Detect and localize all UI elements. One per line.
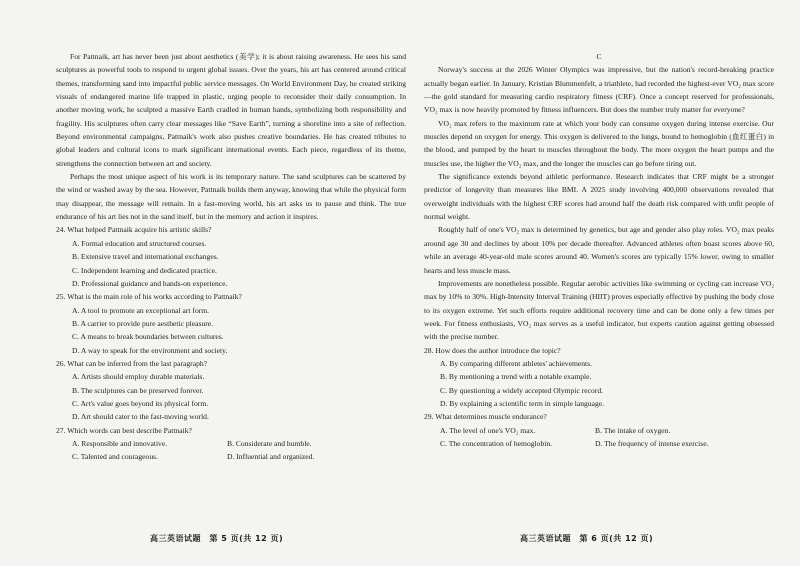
answer-option: C. The concentration of hemoglobin. (440, 438, 553, 448)
answer-option: C. Art's value goes beyond its physical form. (72, 398, 209, 408)
answer-option: A. Responsible and innovative. (72, 438, 168, 448)
question-stem: 27. Which words can best describe Pattnaik? (56, 425, 192, 435)
answer-option: B. The sculptures can be preserved forever. (72, 385, 204, 395)
question-stem: 25. What is the main role of his works according to Pattnaik? (56, 292, 242, 302)
page-footer-right: 高三英语试题 第 6 页(共 12 页) (520, 534, 654, 543)
answer-option: A. The level of one's VO₂ max. (440, 425, 536, 435)
answer-option: C. Talented and courageous. (72, 452, 158, 462)
answer-option: D. Art should cater to the fast-moving world. (72, 412, 209, 422)
right-column (424, 50, 774, 450)
question-stem: 29. What determines muscle endurance? (424, 412, 547, 422)
passage-paragraph: Norway's success at the 2026 Winter Olympics was impressive, but the nation's record-breaking practice actually began earlier. In January, Kristian Blummenfelt, a triathlete, had recorded the highest-ever VO₂ max score—the gold standard for measuring cardio respiratory fitness (CRF). Once a concept reserved for professionals, VO₂ max is now heavily promoted by fitness influencers. But does the number truly matter for everyone? (424, 65, 774, 115)
passage-paragraph: VO₂ max refers to the maximum rate at which your body can consume oxygen during intense exercise. Our muscles depend on oxygen for energy. This oxygen is delivered to the lungs, bound to hemoglobin (血红蛋白) in the blood, and pumped by the heart to muscles throughout the body. The more oxygen the heart pumps and the muscles use, the higher the VO₂ max, and the longer the muscles can go before tiring out. (424, 118, 774, 168)
answer-option-row (72, 437, 406, 450)
question-stem: 26. What can be inferred from the last paragraph? (56, 358, 208, 368)
answer-option: D. Professional guidance and hands-on experience. (72, 278, 228, 288)
passage-paragraph: The significance extends beyond athletic performance. Research indicates that CRF might be a stronger predictor of longevity than measures like BMI. A 2025 study involving 400,000 observations revealed that overweight individuals with the highest CRF scores had around half the death risk compared with unfit people of normal weight. (424, 172, 774, 222)
answer-option: A. By comparing different athletes' achievements. (440, 358, 592, 368)
answer-option: C. A means to break boundaries between cultures. (72, 332, 224, 342)
answer-option: C. Independent learning and dedicated practice. (72, 265, 217, 275)
section-heading: C (596, 52, 602, 61)
answer-option: D. By explaining a scientific term in simple language. (440, 398, 605, 408)
answer-option: B. The intake of oxygen. (595, 425, 671, 435)
answer-option: B. A carrier to provide pure aesthetic pleasure. (72, 318, 214, 328)
answer-option: B. Extensive travel and international exchanges. (72, 252, 219, 262)
answer-option: C. By questioning a widely accepted Olympic record. (440, 385, 604, 395)
answer-option-row (440, 424, 774, 437)
answer-option-row (440, 437, 774, 450)
answer-option: D. Influential and organized. (227, 452, 315, 462)
passage-paragraph: Improvements are nonetheless possible. Regular aerobic activities like swimming or cycling can increase VO₂ max by 10% to 30%. High-Intensity Interval Training (HIIT) proves especially effective by pushing the body close to its oxygen extreme. Yet such efforts require additional recovery time and can be done only a few times per week. For fitness enthusiasts, VO₂ max serves as a useful indicator, but experts caution against getting obsessed with the precise number. (424, 278, 774, 342)
answer-option: B. Considerate and humble. (227, 438, 312, 448)
answer-option: B. By mentioning a trend with a notable example. (440, 372, 592, 382)
left-column (56, 50, 406, 464)
passage-paragraph: Roughly half of one's VO₂ max is determined by genetics, but age and gender also play roles. VO₂ max peaks around age 30 and declines by about 10% per decade thereafter. Advanced athletes often boast scores above 60, while an average 40-year-old male scores around 40. Women's scores are typically 15% lower, owing to smaller hearts and less muscle mass. (424, 225, 774, 275)
answer-option: A. A tool to promote an exceptional art form. (72, 305, 210, 315)
answer-option: D. The frequency of intense exercise. (595, 438, 709, 448)
question-stem: 24. What helped Pattnaik acquire his artistic skills? (56, 225, 212, 235)
page-footer-left: 高三英语试题 第 5 页(共 12 页) (150, 534, 284, 543)
passage-paragraph: Perhaps the most unique aspect of his work is its temporary nature. The sand sculptures can be scattered by the wind or washed away by the sea. However, Pattnaik builds them anyway, knowing that while the physical form may disappear, the message will remain. In a fast-moving world, his art asks us to pause and think. The true endurance of his art lies not in the sand itself, but in the memory and action it inspires. (56, 172, 406, 222)
answer-option: A. Artists should employ durable materials. (72, 372, 205, 382)
answer-option: D. A way to speak for the environment and society. (72, 345, 228, 355)
passage-paragraph: For Pattnaik, art has never been just about aesthetics (美学); it is about raising awareness. He sees his sand sculptures as powerful tools to respond to urgent global issues. Over the years, his art has centered around critical themes, transforming sand into impactful public service messages. On World Environment Day, he created striking visuals of endangered marine life trapped in plastic, urging people to reconsider their daily consumption. In another moving work, he sculpted a massive Earth cradled in human hands, symbolizing both responsibility and fragility. His sculptures often carry clear messages like “Save Earth”, turning a shoreline into a site of reflection. Beyond environmental campaigns, Pattnaik's work also pushes creative boundaries. He has created tributes to global leaders and cultural icons to mark significant international events. Each piece, regardless of its theme, strengthens the connection between art and society. (56, 52, 406, 168)
question-stem: 28. How does the author introduce the topic? (424, 345, 561, 355)
answer-option: A. Formal education and structured courses. (72, 238, 207, 248)
answer-option-row (72, 450, 406, 463)
